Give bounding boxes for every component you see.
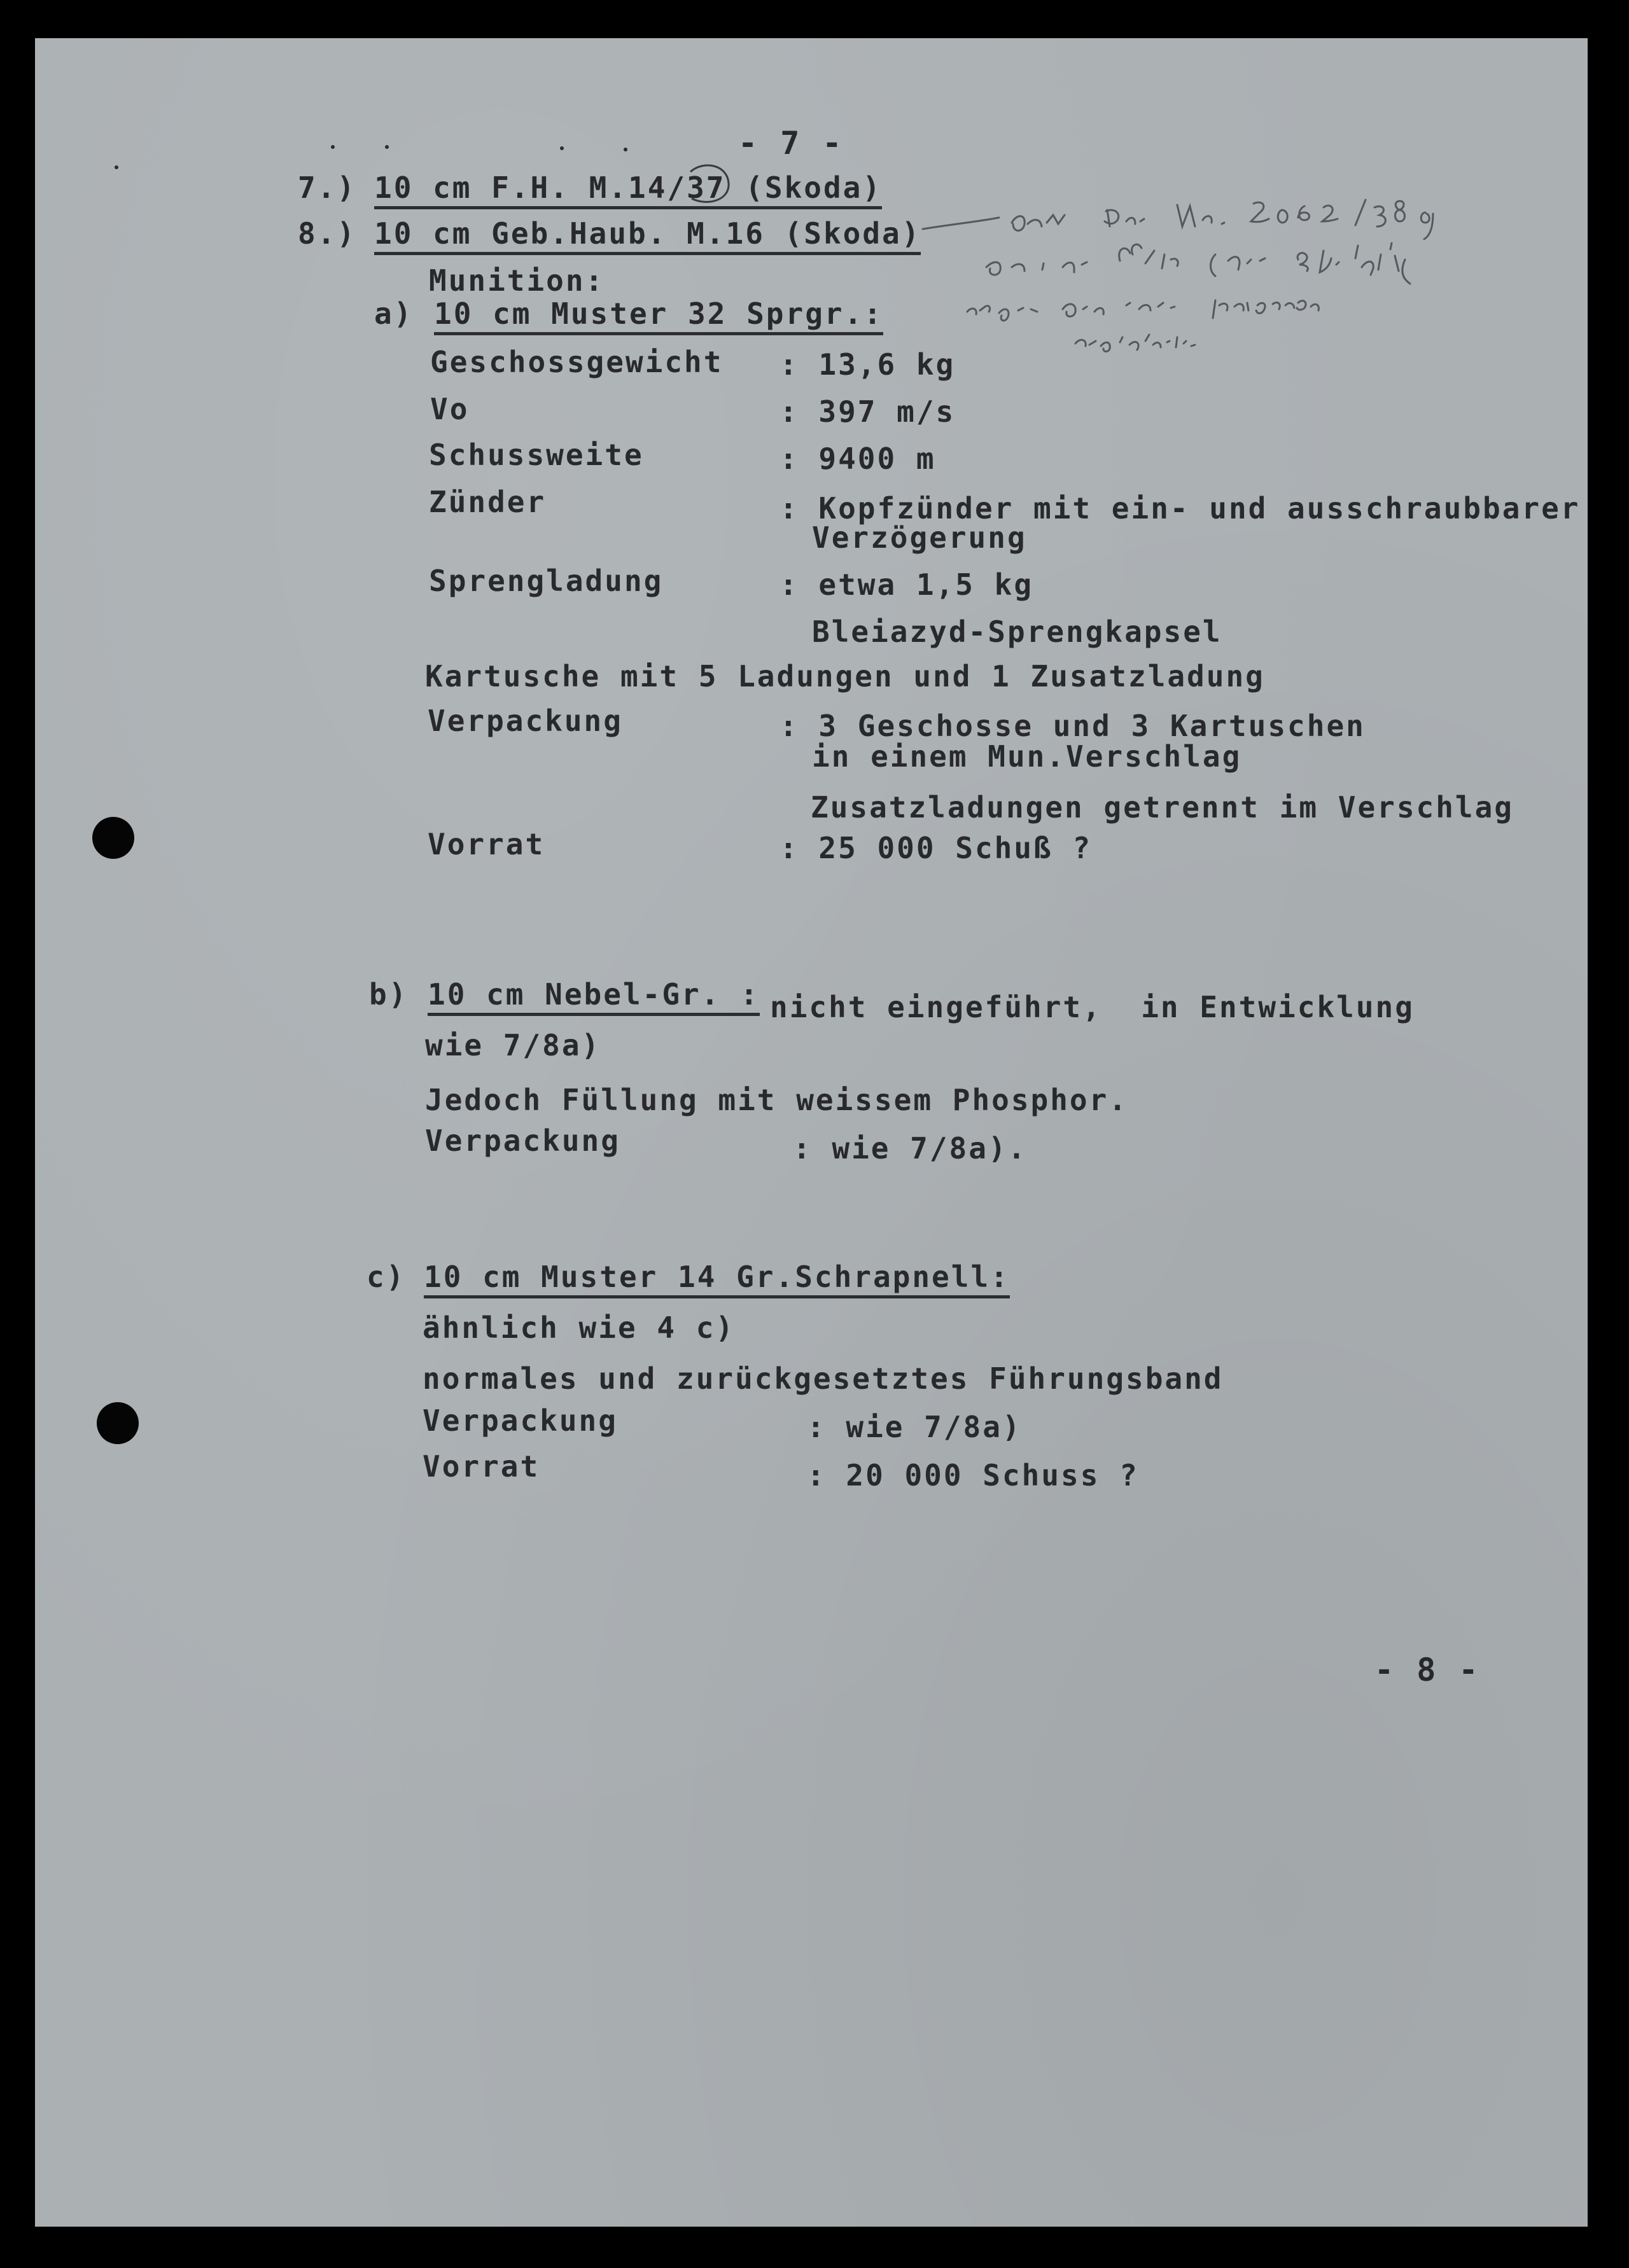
row-label-schussweite: Schussweite (429, 438, 644, 472)
ink-speck (560, 146, 564, 150)
row-value-zuender-cont: Verzögerung (812, 520, 1027, 555)
verpackung-a-value-cont2: Zusatzladungen getrennt im Verschlag (811, 790, 1514, 824)
row-label-sprengladung: Sprengladung (429, 564, 664, 598)
page-number-next: - 8 - (1374, 1652, 1480, 1688)
punch-hole-upper (92, 817, 134, 859)
section-a-title: 10 cm Muster 32 Sprgr.: (434, 299, 883, 335)
munition-heading: Munition: (429, 263, 605, 298)
section-b-line2: wie 7/8a) (425, 1028, 601, 1062)
row-value-schussweite: : 9400 m (780, 442, 936, 476)
row-label-zuender: Zünder (429, 485, 547, 519)
verpackung-a-value-cont: in einem Mun.Verschlag (812, 739, 1242, 774)
page-number-top: - 7 - (738, 125, 844, 162)
section-c-line3: normales und zurückgesetztes Führungsband (423, 1361, 1224, 1396)
section-a-marker: a) (374, 296, 414, 331)
vorrat-c-value: : 20 000 Schuss ? (807, 1458, 1139, 1492)
section-b-marker: b) (369, 977, 409, 1012)
verpackung-b-value: : wie 7/8a). (793, 1131, 1028, 1165)
verpackung-c-label: Verpackung (423, 1403, 618, 1438)
section-c-title: 10 cm Muster 14 Gr.Schrapnell: (424, 1262, 1010, 1298)
section-b-line3: Jedoch Füllung mit weissem Phosphor. (425, 1083, 1128, 1117)
item-7-title: 10 cm F.H. M.14/37 (Skoda) (374, 173, 882, 209)
verpackung-a-label: Verpackung (428, 704, 623, 738)
vorrat-a-value: : 25 000 Schuß ? (780, 831, 1093, 865)
ink-speck (331, 145, 335, 149)
vorrat-a-label: Vorrat (428, 827, 545, 861)
section-b-title: 10 cm Nebel-Gr. : (428, 980, 760, 1016)
row-value-geschossgewicht: : 13,6 kg (780, 347, 956, 382)
section-c-marker: c) (367, 1260, 406, 1294)
row-value-sprengladung-cont: Bleiazyd-Sprengkapsel (812, 615, 1222, 649)
verpackung-b-label: Verpackung (425, 1124, 620, 1158)
item-8-number: 8.) (298, 216, 357, 251)
ink-speck (385, 145, 389, 149)
item-8-title: 10 cm Geb.Haub. M.16 (Skoda) (374, 219, 921, 255)
punch-hole-lower (97, 1402, 139, 1444)
item-7-number: 7.) (298, 170, 357, 205)
verpackung-a-value: : 3 Geschosse und 3 Kartuschen (780, 709, 1366, 743)
circle-mark (678, 159, 735, 210)
kartusche-line: Kartusche mit 5 Ladungen und 1 Zusatzladung (425, 659, 1265, 693)
section-c-line2: ähnlich wie 4 c) (423, 1311, 736, 1345)
row-value-sprengladung: : etwa 1,5 kg (780, 567, 1034, 602)
ink-speck (115, 165, 118, 169)
verpackung-c-value: : wie 7/8a) (807, 1410, 1022, 1444)
ink-speck (624, 148, 627, 151)
handwritten-annotation (916, 184, 1521, 375)
row-label-geschossgewicht: Geschossgewicht (430, 345, 724, 379)
section-b-title-rest: nicht eingeführt, in Entwicklung (770, 990, 1415, 1024)
row-value-vo: : 397 m/s (780, 394, 956, 429)
row-value-zuender: : Kopfzünder mit ein- und ausschraubbarer (780, 491, 1581, 525)
row-label-vo: Vo (430, 392, 470, 426)
vorrat-c-label: Vorrat (423, 1449, 540, 1484)
